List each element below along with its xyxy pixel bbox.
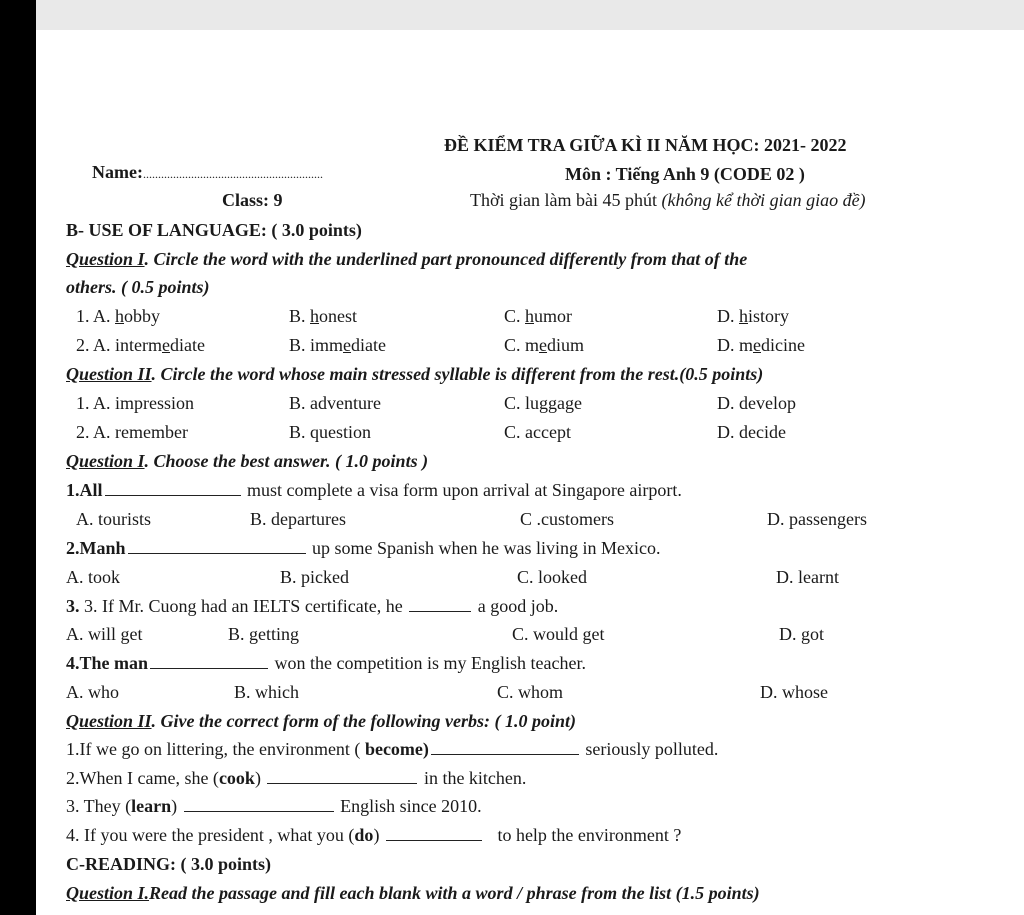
q1-item2-option-b: B. immediate [289, 335, 386, 355]
q-choose-item1-stem: 1.All must complete a visa form upon arrival at Singapore airport. [66, 480, 682, 500]
q-choose-item3-option-a: A. will get [66, 624, 143, 644]
q-verbs-item2: 2.When I came, she (cook) in the kitchen. [66, 768, 527, 788]
section-c-title: C-READING: ( 3.0 points) [66, 854, 272, 874]
q-choose-item4-option-a: A. who [66, 682, 119, 702]
q2-item1-option-a: 1. A. impression [76, 393, 195, 413]
q1-item2-option-d: D. medicine [717, 335, 805, 355]
q1-pronunciation-heading-cont: others. ( 0.5 points) [66, 277, 210, 297]
q-verbs-item4: 4. If you were the president , what you (do) to help the environment ? [66, 825, 682, 845]
q-choose-item4-option-b: B. which [234, 682, 299, 702]
q-choose-item1-option-b: B. departures [250, 509, 346, 529]
q-choose-item4-stem: 4.The man won the competition is my English teacher. [66, 653, 586, 673]
subject-line: Môn : Tiếng Anh 9 (CODE 02 ) [565, 164, 805, 184]
q-choose-heading: Question I. Choose the best answer. ( 1.0 points ) [66, 451, 429, 471]
q-choose-item3-option-b: B. getting [228, 624, 299, 644]
section-b-title: B- USE OF LANGUAGE: ( 3.0 points) [66, 220, 362, 240]
class-label: Class: 9 [222, 190, 283, 210]
q-choose-item2-option-c: C. looked [517, 567, 587, 587]
q1-item2-option-a: 2. A. intermediate [76, 335, 205, 355]
q-choose-item4-option-c: C. whom [497, 682, 564, 702]
q-choose-item4-option-d: D. whose [760, 682, 828, 702]
q2-item1-option-c: C. luggage [504, 393, 582, 413]
name-label: Name:............................................................ [92, 162, 323, 182]
q2-stress-heading: Question II. Circle the word whose main stressed syllable is different from the rest.(0.5 points) [66, 364, 764, 384]
time-line: Thời gian làm bài 45 phút (không kể thời gian giao đề) [470, 190, 866, 210]
q1-item1-option-d: D. history [717, 306, 790, 326]
q2-item1-option-d: D. develop [717, 393, 796, 413]
q2-item2-option-c: C. accept [504, 422, 571, 442]
q-verbs-heading: Question II. Give the correct form of the following verbs: ( 1.0 point) [66, 711, 576, 731]
q2-item2-option-a: 2. A. remember [76, 422, 188, 442]
q-verbs-item3: 3. They (learn) English since 2010. [66, 796, 482, 816]
q1-item1-option-c: C. humor [504, 306, 573, 326]
q-choose-item2-option-b: B. picked [280, 567, 349, 587]
q1-item2-option-c: C. medium [504, 335, 585, 355]
q-choose-item3-stem: 3. 3. If Mr. Cuong had an IELTS certificate, he a good job. [66, 596, 559, 616]
q1-item1-option-a: 1. A. hobby [76, 306, 161, 326]
q1-item1-option-b: B. honest [289, 306, 358, 326]
q2-item1-option-b: B. adventure [289, 393, 381, 413]
q2-item2-option-b: B. question [289, 422, 372, 442]
left-black-border [0, 0, 36, 915]
q-choose-item2-option-d: D. learnt [776, 567, 839, 587]
exam-title: ĐỀ KIỂM TRA GIỮA KÌ II NĂM HỌC: 2021- 2022 [444, 135, 847, 155]
q-choose-item1-option-c: C .customers [520, 509, 614, 529]
q2-item2-option-d: D. decide [717, 422, 786, 442]
q-choose-item2-option-a: A. took [66, 567, 120, 587]
q-verbs-item1: 1.If we go on littering, the environment ( become) seriously polluted. [66, 739, 719, 759]
top-gray-border [36, 0, 1024, 30]
q-choose-item2-stem: 2.Manh up some Spanish when he was living in Mexico. [66, 538, 661, 558]
q-choose-item3-option-c: C. would get [512, 624, 605, 644]
q-choose-item1-option-a: A. tourists [76, 509, 152, 529]
q1-pronunciation-heading: Question I. Circle the word with the underlined part pronounced differently from that of the [66, 249, 748, 269]
q-choose-item1-option-d: D. passengers [767, 509, 867, 529]
q-choose-item3-option-d: D. got [779, 624, 824, 644]
q-reading-heading: Question I.Read the passage and fill each blank with a word / phrase from the list (1.5 points) [66, 883, 760, 903]
